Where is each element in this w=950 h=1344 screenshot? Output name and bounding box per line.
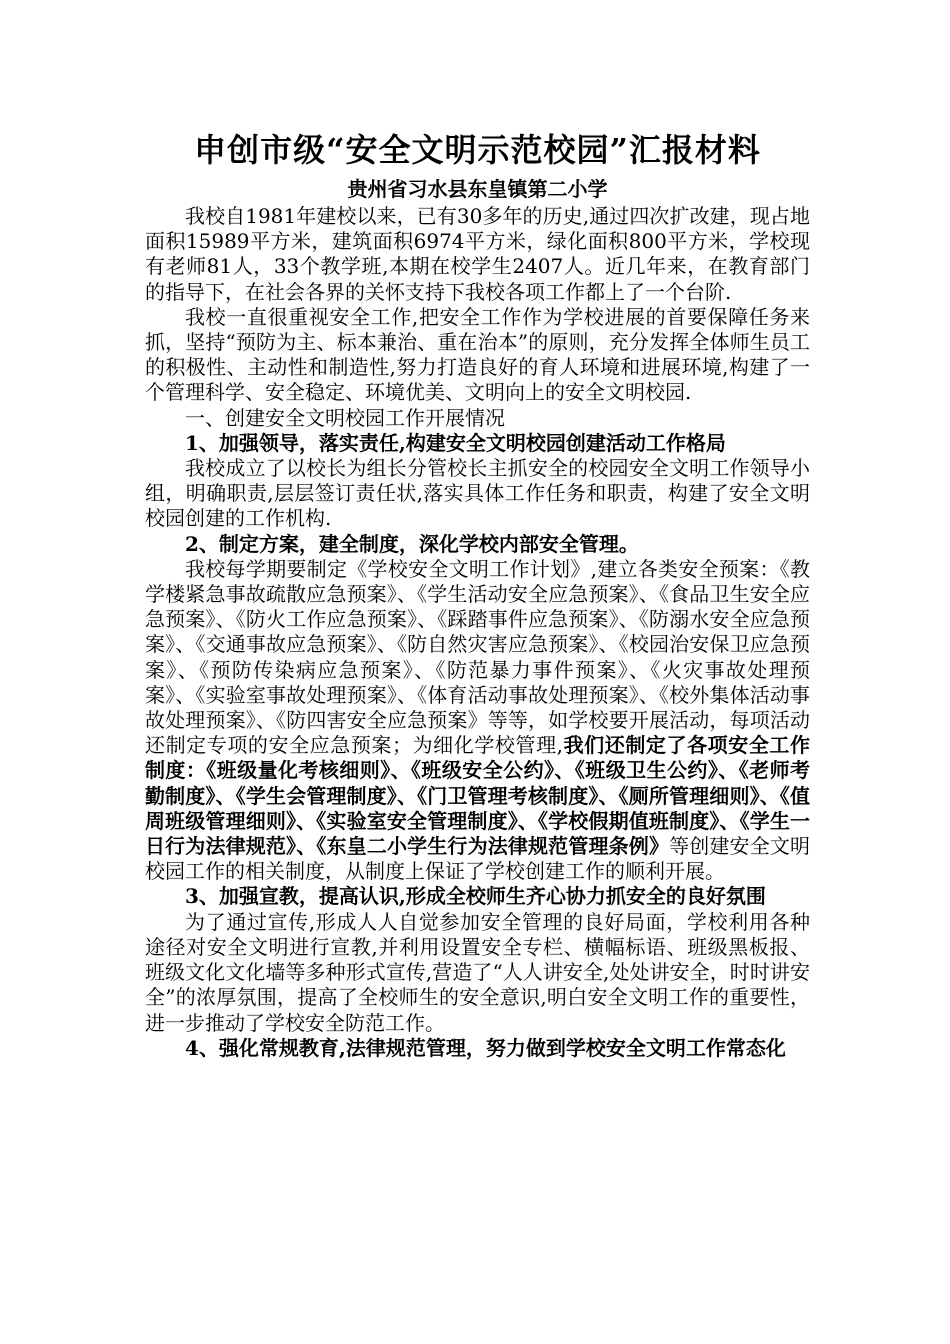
section-heading-1: 一、创建安全文明校园工作开展情况 xyxy=(185,405,505,430)
document-title: 申创市级“安全文明示范校园”汇报材料 xyxy=(194,131,761,169)
subheading-2: 2、制定方案，建全制度，深化学校内部安全管理。 xyxy=(185,531,639,556)
plans-closing: 等创建安全文明校园工作的相关制度，从制度上保证了学校创建工作的顺利开展。 xyxy=(145,834,811,884)
paragraph-plans xyxy=(145,557,810,885)
paragraph-publicity: 为了通过宣传,形成人人自觉参加安全管理的良好局面，学校利用各种途径对安全文明进行宣教,并利用设置安全专栏、横幅标语、班级黑板报、班级文化文化墙等多种形式宣传,营造了“人人讲安全,处处讲安全，时时讲安全”的浓厚氛围，提高了全校师生的安全意识,明白安全文明工作的重要性，进一步推动了学校安全防范工作。 xyxy=(145,909,810,1035)
subheading-4: 4、强化常规教育,法律规范管理，努力做到学校安全文明工作常态化 xyxy=(185,1035,786,1060)
paragraph-safety-priority: 我校一直很重视安全工作,把安全工作作为学校进展的首要保障任务来抓，坚持“预防为主、标本兼治、重在治本”的原则，充分发挥全体师生员工的积极性、主动性和制造性,努力打造良好的育人环境和进展环境,构建了一个管理科学、安全稳定、环境优美、文明向上的安全文明校园. xyxy=(145,304,810,405)
plans-rules-bold: 我们还制定了各项安全工作制度：《班级量化考核细则》、《班级安全公约》、《班级卫生公约》、《老师考勤制度》、《学生会管理制度》、《门卫管理考核制度》、《厕所管理细则》、《值周班级管理细则》、《实验室安全管理制度》、《学校假期值班制度》、《学生一日行为法律规范》、《东皇二小学生行为法律规范管理条例》 xyxy=(145,733,811,859)
document-page xyxy=(145,128,810,1061)
subheading-3: 3、加强宣教，提高认识,形成全校师生齐心协力抓安全的良好氛围 xyxy=(185,884,766,909)
subheading-1: 1、加强领导，落实责任,构建安全文明校园创建活动工作格局 xyxy=(185,430,726,455)
plans-text: 我校每学期要制定《学校安全文明工作计划》,建立各类安全预案：《教学楼紧急事故疏散应急预案》、《学生活动安全应急预案》、《食品卫生安全应急预案》、《防火工作应急预案》、《踩踏事件应急预案》、《防溺水安全应急预案》、《交通事故应急预案》、《防自然灾害应急预案》、《校园治安保卫应急预案》、《预防传染病应急预案》、《防范暴力事件预案》、《火灾事故处理预案》、《实验室事故处理预案》、《体育活动事故处理预案》、《校外集体活动事故处理预案》、《防四害安全应急预案》等等，如学校要开展活动，每项活动还制定专项的安全应急预案；为细化学校管理, xyxy=(145,556,810,758)
paragraph-intro: 我校自1981年建校以来，已有30多年的历史,通过四次扩改建，现占地面积15989平方米，建筑面积6974平方米，绿化面积800平方米，学校现有老师81人，33个教学班,本期在校学生2407人。近几年来，在教育部门的指导下，在社会各界的关怀支持下我校各项工作都上了一个台阶. xyxy=(145,204,810,304)
paragraph-leadership: 我校成立了以校长为组长分管校长主抓安全的校园安全文明工作领导小组，明确职责,层层签订责任状,落实具体工作任务和职责，构建了安全文明校园创建的工作机构. xyxy=(145,456,810,531)
document-subtitle: 贵州省习水县东皇镇第二小学 xyxy=(347,177,608,201)
